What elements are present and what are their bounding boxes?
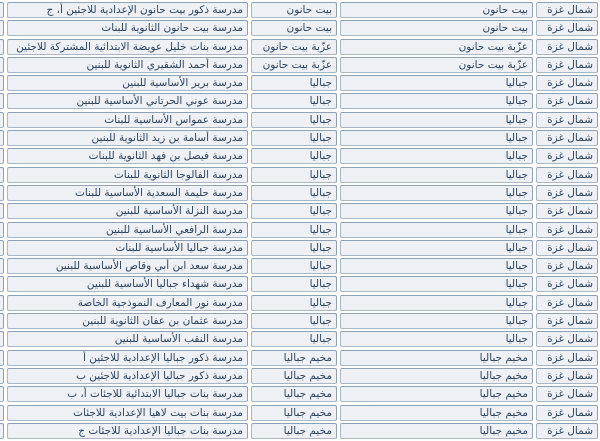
cutoff-cell bbox=[0, 130, 4, 146]
region-cell: شمال غزة bbox=[536, 185, 598, 201]
table-row bbox=[0, 350, 598, 368]
location-cell-narrow: عزّبة بيت حانون bbox=[251, 57, 337, 73]
cutoff-cell bbox=[0, 112, 4, 128]
region-cell: شمال غزة bbox=[536, 258, 598, 274]
location-cell-wide: بيت حانون bbox=[340, 20, 533, 36]
location-cell-narrow: جباليا bbox=[251, 276, 337, 292]
region-cell: شمال غزة bbox=[536, 386, 598, 402]
region-cell: شمال غزة bbox=[536, 203, 598, 219]
table-row bbox=[0, 148, 598, 166]
location-cell-wide: جباليا bbox=[340, 112, 533, 128]
region-cell: شمال غزة bbox=[536, 350, 598, 366]
table-row bbox=[0, 112, 598, 130]
table-row bbox=[0, 295, 598, 313]
location-cell-wide: مخيم جباليا bbox=[340, 386, 533, 402]
region-cell: شمال غزة bbox=[536, 240, 598, 256]
location-cell-wide: جباليا bbox=[340, 130, 533, 146]
cutoff-cell bbox=[0, 386, 4, 402]
location-cell-narrow: مخيم جباليا bbox=[251, 350, 337, 366]
school-name-cell: مدرسة برير الأساسية للبنين bbox=[7, 75, 248, 91]
region-cell: شمال غزة bbox=[536, 331, 598, 347]
location-cell-narrow: مخيم جباليا bbox=[251, 423, 337, 439]
table-row bbox=[0, 313, 598, 331]
table-row bbox=[0, 368, 598, 386]
school-name-cell: مدرسة بيت حانون الثانوية للبنات bbox=[7, 20, 248, 36]
cutoff-cell bbox=[0, 222, 4, 238]
school-name-cell: مدرسة الفالوجا الثانوية للبنات bbox=[7, 167, 248, 183]
location-cell-narrow: بيت حانون bbox=[251, 20, 337, 36]
school-name-cell: مدرسة الرافعي الأساسية للبنين bbox=[7, 222, 248, 238]
table-row bbox=[0, 93, 598, 111]
table-row bbox=[0, 423, 598, 441]
table-row bbox=[0, 222, 598, 240]
location-cell-wide: جباليا bbox=[340, 222, 533, 238]
location-cell-wide: عزّبة بيت حانون bbox=[340, 39, 533, 55]
region-cell: شمال غزة bbox=[536, 295, 598, 311]
cutoff-cell bbox=[0, 75, 4, 91]
cutoff-cell bbox=[0, 405, 4, 421]
cutoff-cell bbox=[0, 368, 4, 384]
location-cell-wide: عزّبة بيت حانون bbox=[340, 57, 533, 73]
location-cell-narrow: جباليا bbox=[251, 295, 337, 311]
region-cell: شمال غزة bbox=[536, 405, 598, 421]
location-cell-wide: جباليا bbox=[340, 295, 533, 311]
school-name-cell: مدرسة بنات جباليا الابتدائية للاجئات أ، ب bbox=[7, 386, 248, 402]
table-row bbox=[0, 20, 598, 38]
region-cell: شمال غزة bbox=[536, 423, 598, 439]
table-row bbox=[0, 386, 598, 404]
location-cell-wide: جباليا bbox=[340, 331, 533, 347]
location-cell-wide: جباليا bbox=[340, 148, 533, 164]
region-cell: شمال غزة bbox=[536, 130, 598, 146]
school-name-cell: مدرسة بنات بيت لاهيا الإعدادية للاجئات bbox=[7, 405, 248, 421]
school-name-cell: مدرسة ذكور بيت حانون الإعدادية للاجئين أ، ج bbox=[7, 2, 248, 18]
location-cell-wide: جباليا bbox=[340, 313, 533, 329]
table-row bbox=[0, 185, 598, 203]
location-cell-narrow: جباليا bbox=[251, 240, 337, 256]
table-row bbox=[0, 57, 598, 75]
cutoff-cell bbox=[0, 39, 4, 55]
region-cell: شمال غزة bbox=[536, 57, 598, 73]
region-cell: شمال غزة bbox=[536, 148, 598, 164]
region-cell: شمال غزة bbox=[536, 222, 598, 238]
location-cell-wide: مخيم جباليا bbox=[340, 368, 533, 384]
cutoff-cell bbox=[0, 185, 4, 201]
location-cell-wide: بيت حانون bbox=[340, 2, 533, 18]
location-cell-narrow: جباليا bbox=[251, 222, 337, 238]
cutoff-cell bbox=[0, 258, 4, 274]
location-cell-wide: جباليا bbox=[340, 93, 533, 109]
location-cell-narrow: جباليا bbox=[251, 313, 337, 329]
cutoff-cell bbox=[0, 148, 4, 164]
table-row bbox=[0, 258, 598, 276]
region-cell: شمال غزة bbox=[536, 20, 598, 36]
location-cell-narrow: جباليا bbox=[251, 203, 337, 219]
location-cell-narrow: جباليا bbox=[251, 112, 337, 128]
location-cell-wide: مخيم جباليا bbox=[340, 350, 533, 366]
location-cell-narrow: عزّبة بيت حانون bbox=[251, 39, 337, 55]
table-row bbox=[0, 167, 598, 185]
location-cell-wide: جباليا bbox=[340, 276, 533, 292]
school-name-cell: مدرسة حليمة السعدية الأساسية للبنات bbox=[7, 185, 248, 201]
school-name-cell: مدرسة أحمد الشقيري الثانوية للبنين bbox=[7, 57, 248, 73]
table-row bbox=[0, 331, 598, 349]
school-name-cell: مدرسة عوني الحرتاني الأساسية للبنين bbox=[7, 93, 248, 109]
region-cell: شمال غزة bbox=[536, 276, 598, 292]
table-row bbox=[0, 276, 598, 294]
location-cell-wide: مخيم جباليا bbox=[340, 423, 533, 439]
location-cell-narrow: جباليا bbox=[251, 93, 337, 109]
table-row bbox=[0, 203, 598, 221]
cutoff-cell bbox=[0, 167, 4, 183]
location-cell-narrow: مخيم جباليا bbox=[251, 386, 337, 402]
region-cell: شمال غزة bbox=[536, 93, 598, 109]
region-cell: شمال غزة bbox=[536, 167, 598, 183]
cutoff-cell bbox=[0, 331, 4, 347]
location-cell-narrow: جباليا bbox=[251, 130, 337, 146]
table-row bbox=[0, 405, 598, 423]
school-name-cell: مدرسة عثمان بن عفان الثانوية للبنين bbox=[7, 313, 248, 329]
cutoff-cell bbox=[0, 57, 4, 73]
location-cell-narrow: مخيم جباليا bbox=[251, 368, 337, 384]
location-cell-narrow: جباليا bbox=[251, 185, 337, 201]
school-name-cell: مدرسة بنات جباليا الإعدادية للاجئات ج bbox=[7, 423, 248, 439]
school-name-cell: مدرسة بنات خليل عويضة الابتدائية المشتركة للاجئين bbox=[7, 39, 248, 55]
school-name-cell: مدرسة سعد ابن أبي وقاص الأساسية للبنين bbox=[7, 258, 248, 274]
school-name-cell: مدرسة النقب الأساسية للبنين bbox=[7, 331, 248, 347]
school-name-cell: مدرسة أسامة بن زيد الثانوية للبنين bbox=[7, 130, 248, 146]
table-row bbox=[0, 75, 598, 93]
cutoff-cell bbox=[0, 240, 4, 256]
school-name-cell: مدرسة ذكور جباليا الإعدادية للاجئين ب bbox=[7, 368, 248, 384]
location-cell-wide: مخيم جباليا bbox=[340, 405, 533, 421]
cutoff-cell bbox=[0, 276, 4, 292]
cutoff-cell bbox=[0, 203, 4, 219]
school-name-cell: مدرسة ذكور جباليا الإعدادية للاجئين أ bbox=[7, 350, 248, 366]
cutoff-cell bbox=[0, 93, 4, 109]
region-cell: شمال غزة bbox=[536, 313, 598, 329]
location-cell-wide: جباليا bbox=[340, 240, 533, 256]
school-name-cell: مدرسة جباليا الأساسية للبنات bbox=[7, 240, 248, 256]
cutoff-cell bbox=[0, 350, 4, 366]
location-cell-narrow: جباليا bbox=[251, 167, 337, 183]
cutoff-cell bbox=[0, 295, 4, 311]
location-cell-narrow: بيت حانون bbox=[251, 2, 337, 18]
cutoff-cell bbox=[0, 423, 4, 439]
table-row bbox=[0, 240, 598, 258]
location-cell-narrow: جباليا bbox=[251, 75, 337, 91]
region-cell: شمال غزة bbox=[536, 112, 598, 128]
table-row bbox=[0, 2, 598, 20]
cutoff-cell bbox=[0, 2, 4, 18]
school-name-cell: مدرسة فيصل بن فهد الثانوية للبنات bbox=[7, 148, 248, 164]
school-name-cell: مدرسة نور المعارف النموذجية الخاصة bbox=[7, 295, 248, 311]
location-cell-wide: جباليا bbox=[340, 258, 533, 274]
location-cell-wide: جباليا bbox=[340, 75, 533, 91]
location-cell-narrow: جباليا bbox=[251, 331, 337, 347]
location-cell-wide: جباليا bbox=[340, 185, 533, 201]
location-cell-narrow: مخيم جباليا bbox=[251, 405, 337, 421]
location-cell-narrow: جباليا bbox=[251, 258, 337, 274]
region-cell: شمال غزة bbox=[536, 39, 598, 55]
table-row bbox=[0, 130, 598, 148]
location-cell-wide: جباليا bbox=[340, 203, 533, 219]
school-name-cell: مدرسة عمواس الأساسية للبنات bbox=[7, 112, 248, 128]
region-cell: شمال غزة bbox=[536, 75, 598, 91]
location-cell-wide: جباليا bbox=[340, 167, 533, 183]
cutoff-cell bbox=[0, 20, 4, 36]
table-row bbox=[0, 39, 598, 57]
school-name-cell: مدرسة النزلة الأساسية للبنين bbox=[7, 203, 248, 219]
location-cell-narrow: جباليا bbox=[251, 148, 337, 164]
cutoff-cell bbox=[0, 313, 4, 329]
region-cell: شمال غزة bbox=[536, 368, 598, 384]
school-name-cell: مدرسة شهداء جباليا الأساسية للبنين bbox=[7, 276, 248, 292]
region-cell: شمال غزة bbox=[536, 2, 598, 18]
